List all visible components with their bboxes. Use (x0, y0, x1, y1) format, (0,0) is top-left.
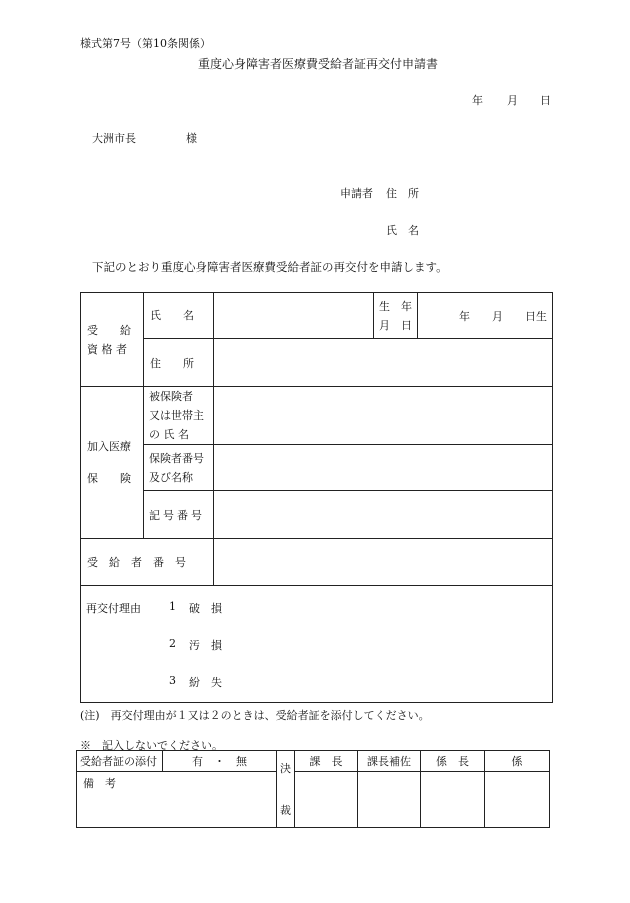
insured-label-line3: の 氏 名 (149, 428, 189, 441)
address-label: 住 所 (144, 339, 214, 387)
assistant-seal[interactable] (358, 772, 421, 828)
main-form-table (80, 292, 553, 703)
attach-label: 受給者証の添付 (77, 751, 163, 772)
date-year: 年 (472, 94, 483, 107)
chief-header: 課 長 (295, 751, 358, 772)
remarks-cell[interactable] (77, 772, 277, 828)
statement: 下記のとおり重度心身障害者医療費受給者証の再交付を申請します。 (92, 260, 448, 274)
decision-label (277, 751, 295, 828)
recipient-number-field[interactable] (214, 539, 553, 586)
birth-label (374, 293, 418, 339)
recipient-label (81, 293, 144, 387)
birth-label-line2: 月 日 (379, 318, 412, 332)
insured-label-line2: 又は世帯主 (149, 409, 204, 422)
section-chief-seal[interactable] (421, 772, 485, 828)
recipient-label-line1: 受 給 (87, 323, 131, 337)
reason-1-num[interactable]: 1 (169, 600, 176, 613)
office-note: ※ 記入しないでください。 (80, 739, 223, 752)
reason-1-text[interactable]: 破 損 (189, 602, 222, 615)
insurance-label (81, 387, 144, 539)
office-table (76, 750, 550, 828)
insured-label-line1: 被保険者 (149, 390, 193, 403)
chief-seal[interactable] (295, 772, 358, 828)
remarks-label: 備 考 (83, 777, 116, 790)
applicant-address-label: 住 所 (386, 187, 419, 200)
applicant-name-label: 氏 名 (386, 224, 419, 237)
page-title: 重度心身障害者医療費受給者証再交付申請書 (198, 57, 439, 71)
recipient-number-label: 受 給 者 番 号 (81, 539, 214, 586)
date-day: 日 (540, 94, 551, 107)
attach-options[interactable]: 有 ・ 無 (163, 751, 277, 772)
reason-label: 再交付理由 (86, 602, 141, 615)
reason-2-text[interactable]: 汚 損 (189, 639, 222, 652)
addressee-honorific: 様 (186, 132, 197, 145)
decision-label-line2: 裁 (280, 804, 291, 817)
address-field[interactable] (214, 339, 553, 387)
recipient-label-line2: 資 格 者 (87, 342, 127, 356)
birth-label-line1: 生 年 (379, 299, 412, 313)
applicant-label: 申請者 (340, 187, 373, 200)
symbol-field[interactable] (214, 491, 553, 539)
symbol-label: 記号番号 (144, 491, 214, 539)
date-month: 月 (507, 94, 518, 107)
insurer-label (144, 445, 214, 491)
insurer-label-line1: 保険者番号 (149, 451, 204, 465)
name-label: 氏 名 (144, 293, 214, 339)
insurance-label-line2: 保 険 (87, 471, 131, 485)
addressee-mayor: 大洲市長 (92, 132, 136, 145)
note: (注) 再交付理由が１又は２のときは、受給者証を添付してください。 (80, 709, 430, 722)
insurer-label-line2: 及び名称 (149, 470, 193, 484)
reason-3-text[interactable]: 紛 失 (189, 676, 222, 689)
staff-header: 係 (485, 751, 550, 772)
insurance-label-line1: 加入医療 (87, 439, 131, 453)
insured-field[interactable] (214, 387, 553, 445)
assistant-header: 課長補佐 (358, 751, 421, 772)
birth-field[interactable]: 年 月 日生 (418, 293, 553, 339)
reason-2-num[interactable]: 2 (169, 637, 176, 650)
staff-seal[interactable] (485, 772, 550, 828)
reason-3-num[interactable]: 3 (169, 674, 176, 687)
form-number: 様式第7号（第10条関係） (80, 37, 211, 50)
insured-label (144, 387, 214, 445)
name-field[interactable] (214, 293, 374, 339)
reason-cell (81, 586, 553, 703)
section-chief-header: 係 長 (421, 751, 485, 772)
insurer-field[interactable] (214, 445, 553, 491)
decision-label-line1: 決 (280, 762, 291, 775)
